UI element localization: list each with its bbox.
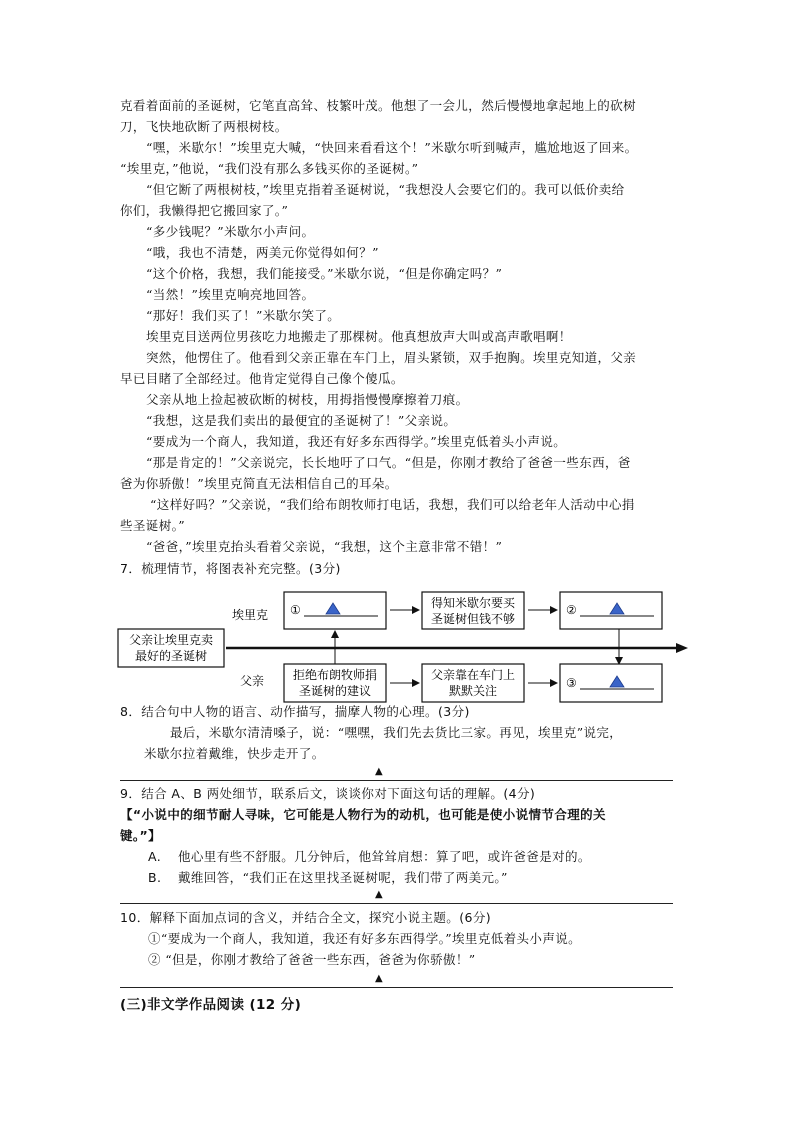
story-line: 刀，飞快地砍断了两根树枝。 — [120, 119, 288, 134]
item-a-text: 他心里有些不舒服。几分钟后，他耸耸肩想：算了吧，或许爸爸是对的。 — [178, 849, 591, 864]
answer-line — [120, 903, 673, 904]
father-box-2-line: 父亲靠在车门上 — [430, 668, 516, 682]
story-line: “我想，这是我们卖出的最便宜的圣诞树了！”父亲说。 — [146, 413, 457, 428]
story-line: “那是肯定的！”父亲说完，长长地吁了口气。“但是，你刚才教给了爸爸一些东西，爸 — [146, 455, 631, 470]
story-line: 父亲从地上捡起被砍断的树枝，用拇指慢慢摩擦着刀痕。 — [146, 392, 469, 407]
question-10-prompt: 10．解释下面加点词的含义，并结合全文，探究小说主题。(6分) — [120, 910, 492, 925]
story-line: “爸爸，”埃里克抬头看着父亲说，“我想，这个主意非常不错！” — [146, 539, 503, 554]
story-line: 埃里克目送两位男孩吃力地搬走了那棵树。他真想放声大叫或高声歌唱啊！ — [146, 329, 572, 344]
eric-box-3-number: ② — [566, 603, 577, 617]
story-line: “这个价格，我想，我们能接受。”米歇尔说，“但是你确定吗？” — [146, 266, 503, 281]
story-line: 克看着面前的圣诞树，它笔直高耸、枝繁叶茂。他想了一会儿，然后慢慢地拿起地上的砍树 — [120, 98, 637, 113]
story-line: “多少钱呢？”米歇尔小声问。 — [146, 224, 315, 239]
timeline-arrowhead — [676, 643, 688, 653]
story-line: 突然，他愣住了。他看到父亲正靠在车门上，眉头紧锁，双手抱胸。埃里克知道，父亲 — [146, 350, 637, 365]
answer-line — [120, 987, 673, 988]
answer-triangle-icon: ▲ — [375, 889, 383, 900]
question-7-prompt: 7．梳理情节，将图表补充完整。(3分) — [120, 561, 341, 576]
flow-arrowhead — [550, 606, 558, 614]
row-label-eric: 埃里克 — [232, 608, 269, 622]
story-line: “埃里克，”他说，“我们没有那么多钱买你的圣诞树。” — [120, 161, 419, 176]
answer-line — [120, 780, 673, 781]
row-label-father: 父亲 — [240, 674, 265, 688]
story-line: 你们，我懒得把它搬回家了。” — [120, 203, 289, 218]
eric-box-2-line: 得知米歇尔要买 — [430, 596, 516, 610]
item-b-label: B. — [148, 870, 162, 885]
start-box-line: 最好的圣诞树 — [134, 649, 208, 663]
start-box-line: 父亲让埃里克卖 — [128, 633, 214, 647]
question-8-quote: 米歇尔拉着戴维，快步走开了。 — [144, 746, 325, 761]
question-9-quote: 键。”】 — [120, 828, 162, 843]
vertical-arrowhead — [331, 630, 339, 638]
plot-flow-diagram — [116, 588, 696, 708]
item-a-label: A. — [148, 849, 162, 864]
story-line: “哦，我也不清楚，两美元你觉得如何？” — [146, 245, 379, 260]
story-line: 爸为你骄傲！”埃里克简直无法相信自己的耳朵。 — [120, 476, 398, 491]
story-line: 些圣诞树。” — [120, 518, 186, 533]
story-line: “当然！”埃里克响亮地回答。 — [146, 287, 315, 302]
story-line: “这样好吗？”父亲说，“我们给布朗牧师打电话，我想，我们可以给老年人活动中心捐 — [150, 497, 635, 512]
father-box-1-line: 拒绝布朗牧师捐 — [292, 668, 378, 682]
flow-arrowhead — [412, 606, 420, 614]
item-b-text: 戴维回答，“我们正在这里找圣诞树呢，我们带了两美元。” — [178, 870, 508, 885]
question-9-quote: 【“小说中的细节耐人寻味，它可能是人物行为的动机，也可能是使小说情节合理的关 — [120, 807, 606, 822]
story-line: 早已目睹了全部经过。他肯定觉得自己像个傻瓜。 — [120, 371, 404, 386]
eric-box-1-number: ① — [290, 603, 301, 617]
answer-triangle-icon: ▲ — [375, 766, 383, 777]
section-heading: (三)非文学作品阅读 (12 分) — [120, 997, 302, 1013]
father-box-3-number: ③ — [566, 676, 577, 690]
story-line: “那好！我们买了！”米歇尔笑了。 — [146, 308, 341, 323]
flow-arrowhead — [412, 679, 420, 687]
father-box-2-line: 默默关注 — [448, 684, 498, 698]
story-line: “但它断了两根树枝，”埃里克指着圣诞树说，“我想没人会要它们的。我可以低价卖给 — [146, 182, 625, 197]
father-box-1-line: 圣诞树的建议 — [298, 684, 372, 698]
answer-triangle-icon: ▲ — [375, 973, 383, 984]
question-8-prompt: 8．结合句中人物的语言、动作描写，揣摩人物的心理。(3分) — [120, 704, 470, 719]
question-8-quote: 最后，米歇尔清清嗓子，说：“嘿嘿，我们先去货比三家。再见，埃里克”说完， — [170, 725, 623, 740]
story-line: “嘿，米歇尔！”埃里克大喊，“快回来看看这个！”米歇尔听到喊声，尴尬地返了回来。 — [146, 140, 638, 155]
flow-arrowhead — [550, 679, 558, 687]
eric-box-2-line: 圣诞树但钱不够 — [430, 612, 516, 626]
question-9-prompt: 9．结合 A、B 两处细节，联系后文，谈谈你对下面这句话的理解。(4分) — [120, 786, 536, 801]
story-line: “要成为一个商人，我知道，我还有好多东西得学。”埃里克低着头小声说。 — [146, 434, 567, 449]
question-10-item-2: ② “但是，你刚才教给了爸爸一些东西，爸爸为你骄傲！” — [148, 952, 476, 967]
question-10-item-1: ①“要成为一个商人，我知道，我还有好多东西得学。”埃里克低着头小声说。 — [148, 931, 582, 946]
